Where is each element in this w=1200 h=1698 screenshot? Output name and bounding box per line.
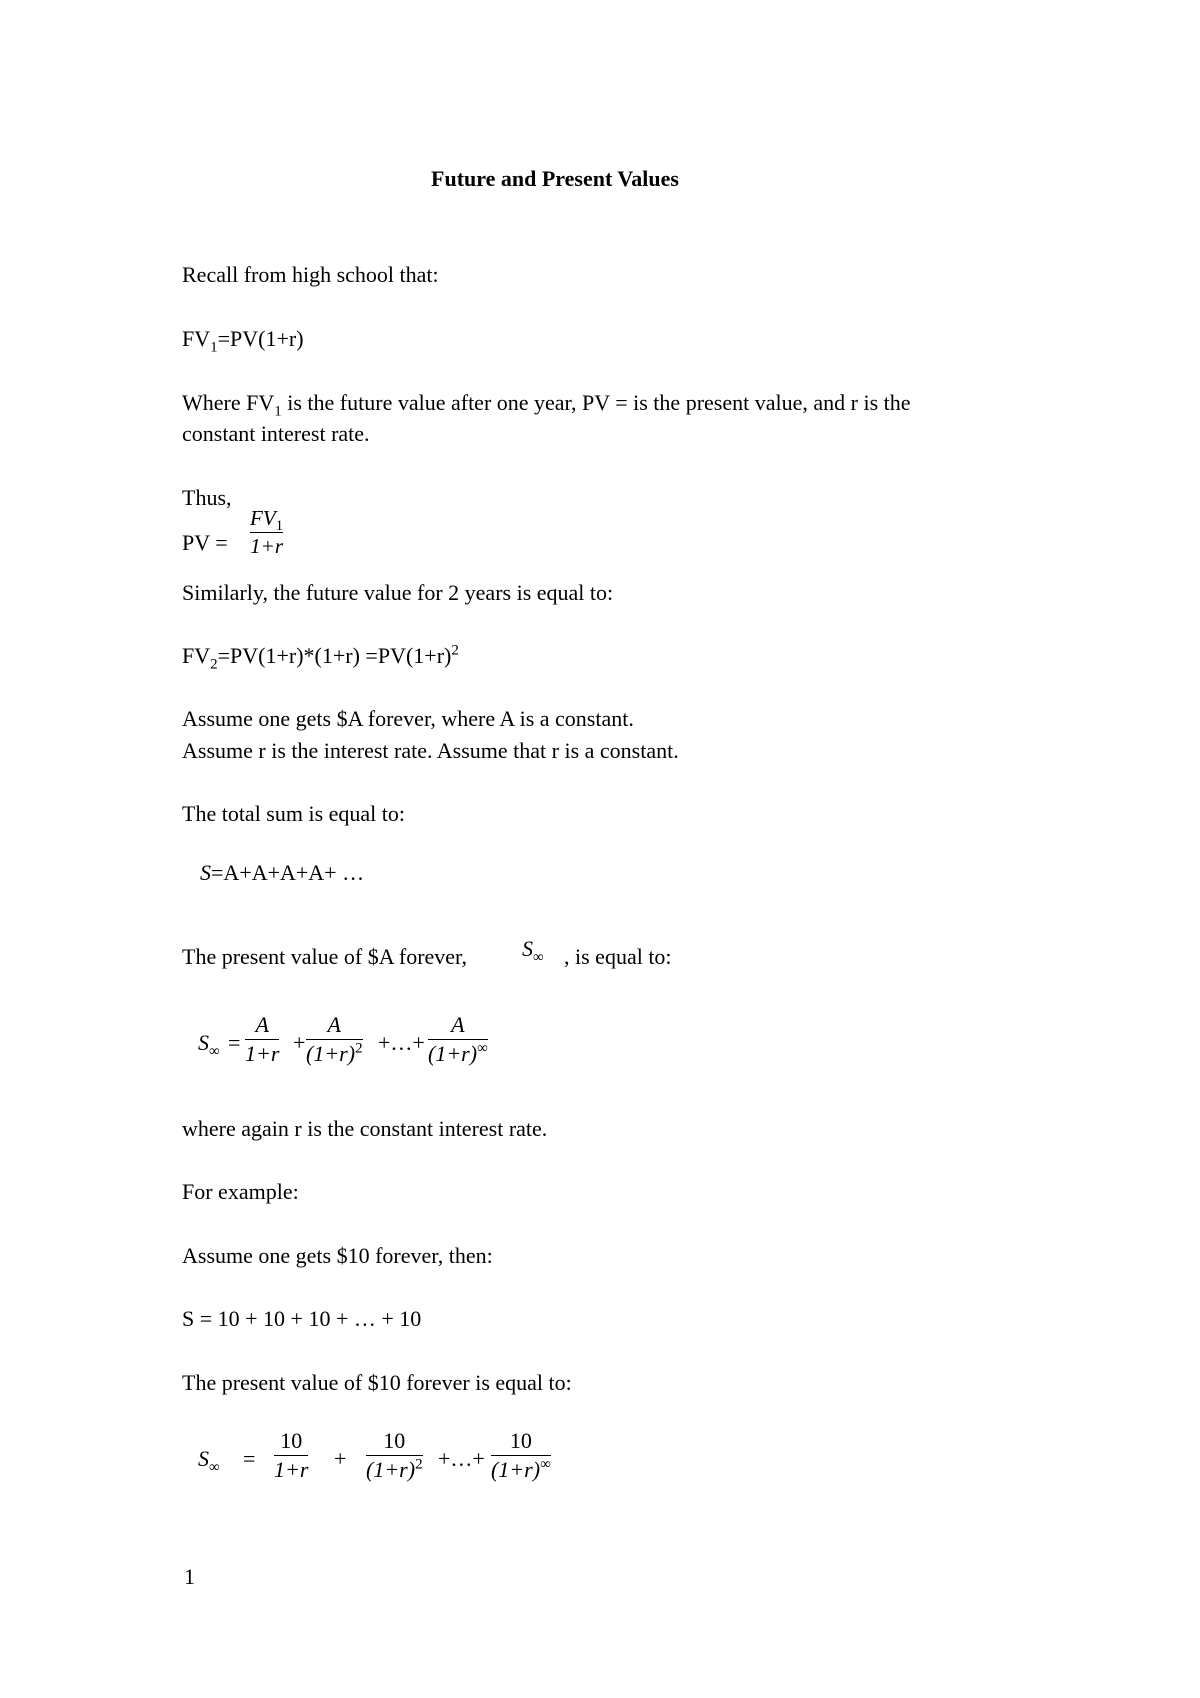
series-a-term3: A (1+r)∞: [428, 1012, 488, 1066]
fv1-equation: [182, 326, 304, 356]
total-sum-line: The total sum is equal to:: [182, 801, 406, 826]
series-10-equals: =: [243, 1446, 256, 1471]
assume-r-line: Assume r is the interest rate. Assume that r is a constant.: [182, 738, 679, 763]
fv2-equation: [182, 642, 459, 673]
pv-10-line: The present value of $10 forever is equal to:: [182, 1370, 572, 1395]
series-a-term1: A 1+r: [245, 1012, 280, 1066]
series-a-equals: =: [228, 1030, 241, 1055]
series-10-term2: 10 $(1+r)^2$: [366, 1428, 423, 1482]
series-a-s: $S_\infty$: [198, 1030, 220, 1060]
where-sub: 1: [274, 403, 282, 420]
fv1-sub: 1: [210, 339, 218, 356]
where-text-a: Where FV: [182, 390, 275, 415]
pv-fraction: [250, 508, 283, 557]
pv-numerator: $FV_1$: [250, 506, 284, 535]
series-a-ellipsis: +…+: [378, 1030, 425, 1055]
page-number: 1: [184, 1564, 195, 1589]
pv-forever-symbol: $S_\infty$: [522, 936, 544, 966]
thus-line: Thus,: [182, 485, 232, 510]
series-10-term3: 10 (1+r)∞: [491, 1428, 551, 1482]
recall-line: Recall from high school that:: [182, 262, 439, 287]
series-a-term2: A $(1+r)^2$: [306, 1012, 363, 1066]
where-text-b: is the future value after one year, PV = is the present value, and r is the: [281, 390, 911, 415]
similarly-line: Similarly, the future value for 2 years is equal to:: [182, 580, 614, 605]
pv-forever-text-b: , is equal to:: [564, 944, 672, 969]
sum-equation: [200, 862, 364, 884]
where-definition-line1: [182, 390, 911, 420]
for-example-line: For example:: [182, 1179, 299, 1204]
fv1-rhs: =PV(1+r): [217, 326, 304, 351]
assume-a-line: Assume one gets $A forever, where A is a constant.: [182, 706, 634, 731]
series-10-s: $S_\infty$: [198, 1446, 220, 1476]
where-again-line: where again r is the constant interest rate.: [182, 1116, 548, 1141]
where-definition-line2: constant interest rate.: [182, 421, 370, 446]
fv2-rhs: =PV(1+r)*(1+r) =PV(1+r): [217, 643, 452, 668]
fv2-sup: 2: [451, 642, 459, 659]
pv-lhs: PV =: [182, 530, 228, 555]
series-10-ellipsis: +…+: [438, 1446, 485, 1471]
assume-10-line: Assume one gets $10 forever, then:: [182, 1243, 493, 1268]
fv1-lhs: FV: [182, 326, 211, 351]
series-10-plus1: +: [334, 1446, 347, 1471]
pv-denominator: 1+r: [250, 534, 283, 558]
fv2-lhs: FV: [182, 643, 211, 668]
fv2-sub: 2: [210, 656, 218, 673]
sum-rhs: =A+A+A+A+ …: [211, 860, 365, 885]
sum-10-line: S = 10 + 10 + 10 + … + 10: [182, 1306, 422, 1331]
sum-s: S: [200, 860, 211, 885]
page-title: Future and Present Values: [431, 166, 679, 191]
series-a-plus1: +: [293, 1030, 306, 1055]
series-10-term1: 10 1+r: [274, 1428, 309, 1482]
pv-forever-text-a: The present value of $A forever,: [182, 944, 468, 969]
